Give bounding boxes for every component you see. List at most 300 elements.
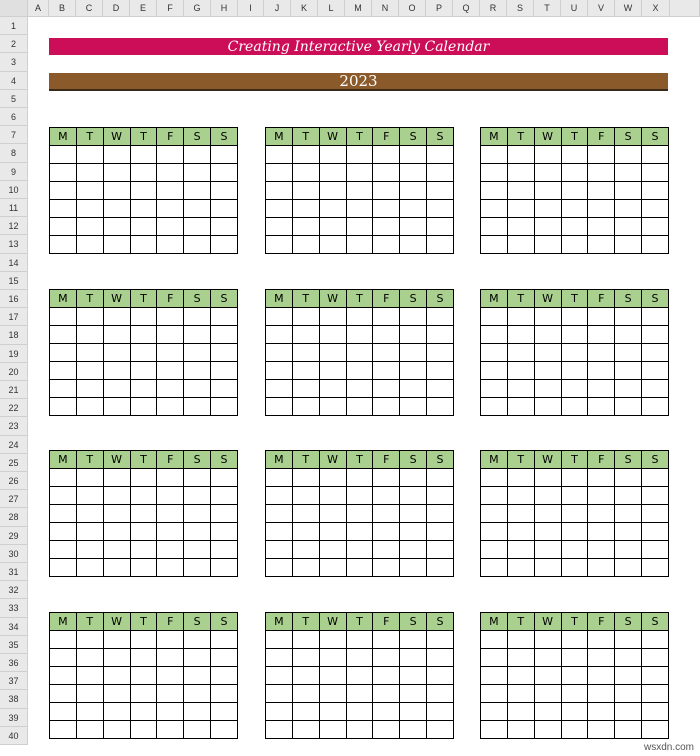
row-header-15[interactable]: 15 [0,272,28,290]
row-header-7[interactable]: 7 [0,126,28,144]
day-cell[interactable] [427,362,454,380]
day-cell[interactable] [427,523,454,541]
day-cell[interactable] [184,362,211,380]
day-cell[interactable] [534,380,561,398]
day-cell[interactable] [346,344,373,362]
day-cell[interactable] [373,146,400,164]
day-cell[interactable] [157,146,184,164]
day-cell[interactable] [481,164,508,182]
day-cell[interactable] [588,559,615,577]
day-cell[interactable] [184,398,211,416]
day-cell[interactable] [373,487,400,505]
day-cell[interactable] [642,146,669,164]
day-cell[interactable] [373,164,400,182]
weekday-header[interactable]: T [561,128,588,146]
weekday-header[interactable]: S [400,128,427,146]
day-cell[interactable] [292,146,319,164]
weekday-header[interactable]: T [130,613,157,631]
day-cell[interactable] [642,398,669,416]
day-cell[interactable] [373,362,400,380]
weekday-header[interactable]: T [130,128,157,146]
day-cell[interactable] [319,685,346,703]
day-cell[interactable] [400,146,427,164]
day-cell[interactable] [211,523,238,541]
day-cell[interactable] [157,523,184,541]
day-cell[interactable] [76,236,103,254]
column-header-a[interactable]: A [28,0,49,17]
day-cell[interactable] [346,146,373,164]
day-cell[interactable] [427,667,454,685]
weekday-header[interactable]: T [346,290,373,308]
day-cell[interactable] [211,559,238,577]
day-cell[interactable] [103,631,130,649]
day-cell[interactable] [266,505,293,523]
day-cell[interactable] [50,164,77,182]
day-cell[interactable] [642,631,669,649]
weekday-header[interactable]: T [292,290,319,308]
day-cell[interactable] [507,308,534,326]
day-cell[interactable] [507,344,534,362]
day-cell[interactable] [400,649,427,667]
weekday-header[interactable]: S [184,128,211,146]
day-cell[interactable] [588,164,615,182]
day-cell[interactable] [319,200,346,218]
day-cell[interactable] [642,362,669,380]
day-cell[interactable] [588,541,615,559]
day-cell[interactable] [130,218,157,236]
weekday-header[interactable]: T [130,451,157,469]
weekday-header[interactable]: T [346,451,373,469]
day-cell[interactable] [319,631,346,649]
row-header-27[interactable]: 27 [0,490,28,508]
weekday-header[interactable]: S [400,613,427,631]
day-cell[interactable] [130,362,157,380]
day-cell[interactable] [211,541,238,559]
column-header-t[interactable]: T [534,0,561,17]
day-cell[interactable] [266,236,293,254]
column-header-b[interactable]: B [49,0,76,17]
day-cell[interactable] [481,685,508,703]
day-cell[interactable] [157,398,184,416]
day-cell[interactable] [561,469,588,487]
weekday-header[interactable]: M [481,290,508,308]
day-cell[interactable] [211,146,238,164]
day-cell[interactable] [266,398,293,416]
day-cell[interactable] [588,362,615,380]
day-cell[interactable] [211,398,238,416]
day-cell[interactable] [184,146,211,164]
day-cell[interactable] [103,703,130,721]
day-cell[interactable] [507,164,534,182]
day-cell[interactable] [266,721,293,739]
day-cell[interactable] [588,685,615,703]
day-cell[interactable] [561,218,588,236]
day-cell[interactable] [400,398,427,416]
day-cell[interactable] [184,236,211,254]
weekday-header[interactable]: M [481,451,508,469]
day-cell[interactable] [642,721,669,739]
day-cell[interactable] [292,326,319,344]
day-cell[interactable] [588,326,615,344]
day-cell[interactable] [427,380,454,398]
day-cell[interactable] [130,236,157,254]
row-header-1[interactable]: 1 [0,17,28,35]
day-cell[interactable] [534,505,561,523]
day-cell[interactable] [319,469,346,487]
column-header-l[interactable]: L [318,0,345,17]
day-cell[interactable] [588,667,615,685]
day-cell[interactable] [507,559,534,577]
day-cell[interactable] [615,721,642,739]
day-cell[interactable] [50,380,77,398]
day-cell[interactable] [157,649,184,667]
day-cell[interactable] [103,649,130,667]
day-cell[interactable] [534,326,561,344]
day-cell[interactable] [507,703,534,721]
day-cell[interactable] [292,236,319,254]
day-cell[interactable] [50,236,77,254]
day-cell[interactable] [427,398,454,416]
weekday-header[interactable]: F [157,613,184,631]
weekday-header[interactable]: F [588,613,615,631]
day-cell[interactable] [615,685,642,703]
day-cell[interactable] [130,631,157,649]
day-cell[interactable] [481,308,508,326]
column-header-w[interactable]: W [615,0,642,17]
weekday-header[interactable]: T [507,128,534,146]
weekday-header[interactable]: T [76,451,103,469]
day-cell[interactable] [266,200,293,218]
column-header-m[interactable]: M [345,0,372,17]
day-cell[interactable] [561,559,588,577]
row-header-40[interactable]: 40 [0,727,28,745]
row-header-38[interactable]: 38 [0,690,28,709]
day-cell[interactable] [615,362,642,380]
day-cell[interactable] [319,649,346,667]
day-cell[interactable] [481,362,508,380]
day-cell[interactable] [507,541,534,559]
weekday-header[interactable]: S [642,128,669,146]
day-cell[interactable] [266,380,293,398]
weekday-header[interactable]: W [534,290,561,308]
day-cell[interactable] [400,685,427,703]
day-cell[interactable] [615,505,642,523]
day-cell[interactable] [588,649,615,667]
day-cell[interactable] [373,631,400,649]
day-cell[interactable] [157,505,184,523]
day-cell[interactable] [346,380,373,398]
day-cell[interactable] [130,380,157,398]
weekday-header[interactable]: S [184,613,211,631]
day-cell[interactable] [130,685,157,703]
day-cell[interactable] [292,631,319,649]
day-cell[interactable] [373,685,400,703]
day-cell[interactable] [266,344,293,362]
day-cell[interactable] [211,362,238,380]
day-cell[interactable] [103,380,130,398]
day-cell[interactable] [211,380,238,398]
day-cell[interactable] [184,631,211,649]
day-cell[interactable] [103,685,130,703]
day-cell[interactable] [50,326,77,344]
day-cell[interactable] [534,523,561,541]
day-cell[interactable] [266,164,293,182]
day-cell[interactable] [561,487,588,505]
weekday-header[interactable]: W [103,613,130,631]
day-cell[interactable] [561,685,588,703]
day-cell[interactable] [481,146,508,164]
day-cell[interactable] [130,721,157,739]
weekday-header[interactable]: W [319,613,346,631]
day-cell[interactable] [400,469,427,487]
day-cell[interactable] [157,469,184,487]
day-cell[interactable] [319,344,346,362]
day-cell[interactable] [561,308,588,326]
day-cell[interactable] [266,685,293,703]
weekday-header[interactable]: W [319,290,346,308]
day-cell[interactable] [157,200,184,218]
day-cell[interactable] [615,218,642,236]
day-cell[interactable] [615,308,642,326]
weekday-header[interactable]: T [346,613,373,631]
day-cell[interactable] [481,703,508,721]
day-cell[interactable] [157,164,184,182]
weekday-header[interactable]: T [507,451,534,469]
day-cell[interactable] [561,631,588,649]
day-cell[interactable] [130,541,157,559]
day-cell[interactable] [76,505,103,523]
weekday-header[interactable]: F [373,451,400,469]
weekday-header[interactable]: S [427,613,454,631]
day-cell[interactable] [184,344,211,362]
day-cell[interactable] [50,685,77,703]
column-header-n[interactable]: N [372,0,399,17]
day-cell[interactable] [50,703,77,721]
day-cell[interactable] [266,631,293,649]
day-cell[interactable] [615,146,642,164]
day-cell[interactable] [130,487,157,505]
day-cell[interactable] [103,236,130,254]
row-header-10[interactable]: 10 [0,181,28,199]
day-cell[interactable] [292,362,319,380]
day-cell[interactable] [615,487,642,505]
day-cell[interactable] [211,344,238,362]
day-cell[interactable] [588,487,615,505]
day-cell[interactable] [76,559,103,577]
day-cell[interactable] [481,236,508,254]
day-cell[interactable] [292,182,319,200]
column-header-k[interactable]: K [291,0,318,17]
day-cell[interactable] [642,380,669,398]
day-cell[interactable] [507,505,534,523]
day-cell[interactable] [642,326,669,344]
day-cell[interactable] [481,344,508,362]
day-cell[interactable] [184,703,211,721]
day-cell[interactable] [130,344,157,362]
day-cell[interactable] [427,326,454,344]
row-header-39[interactable]: 39 [0,709,28,727]
day-cell[interactable] [534,218,561,236]
day-cell[interactable] [588,631,615,649]
day-cell[interactable] [561,398,588,416]
weekday-header[interactable]: W [319,451,346,469]
day-cell[interactable] [103,326,130,344]
day-cell[interactable] [157,182,184,200]
weekday-header[interactable]: S [642,290,669,308]
day-cell[interactable] [427,703,454,721]
weekday-header[interactable]: F [157,128,184,146]
weekday-header[interactable]: T [130,290,157,308]
day-cell[interactable] [346,236,373,254]
row-header-37[interactable]: 37 [0,672,28,690]
day-cell[interactable] [373,667,400,685]
day-cell[interactable] [373,344,400,362]
day-cell[interactable] [157,667,184,685]
day-cell[interactable] [346,721,373,739]
day-cell[interactable] [346,182,373,200]
day-cell[interactable] [266,541,293,559]
weekday-header[interactable]: S [615,613,642,631]
day-cell[interactable] [319,523,346,541]
row-header-17[interactable]: 17 [0,308,28,326]
day-cell[interactable] [615,631,642,649]
column-header-d[interactable]: D [103,0,130,17]
day-cell[interactable] [319,218,346,236]
weekday-header[interactable]: M [50,613,77,631]
column-header-h[interactable]: H [211,0,238,17]
day-cell[interactable] [319,236,346,254]
day-cell[interactable] [507,362,534,380]
day-cell[interactable] [103,721,130,739]
day-cell[interactable] [50,398,77,416]
weekday-header[interactable]: W [103,451,130,469]
day-cell[interactable] [427,236,454,254]
day-cell[interactable] [561,541,588,559]
day-cell[interactable] [76,146,103,164]
day-cell[interactable] [292,559,319,577]
day-cell[interactable] [427,146,454,164]
day-cell[interactable] [103,344,130,362]
day-cell[interactable] [427,649,454,667]
day-cell[interactable] [292,344,319,362]
day-cell[interactable] [211,487,238,505]
day-cell[interactable] [400,344,427,362]
day-cell[interactable] [373,326,400,344]
day-cell[interactable] [588,523,615,541]
day-cell[interactable] [211,182,238,200]
row-header-3[interactable]: 3 [0,53,28,72]
day-cell[interactable] [481,559,508,577]
row-header-4[interactable]: 4 [0,72,28,90]
day-cell[interactable] [642,164,669,182]
day-cell[interactable] [534,398,561,416]
day-cell[interactable] [642,649,669,667]
day-cell[interactable] [184,541,211,559]
day-cell[interactable] [50,541,77,559]
day-cell[interactable] [211,164,238,182]
row-header-23[interactable]: 23 [0,417,28,436]
weekday-header[interactable]: T [292,451,319,469]
day-cell[interactable] [103,218,130,236]
day-cell[interactable] [346,398,373,416]
day-cell[interactable] [266,182,293,200]
day-cell[interactable] [373,505,400,523]
day-cell[interactable] [157,559,184,577]
day-cell[interactable] [481,200,508,218]
row-header-33[interactable]: 33 [0,599,28,618]
day-cell[interactable] [642,559,669,577]
day-cell[interactable] [76,469,103,487]
row-header-21[interactable]: 21 [0,381,28,399]
weekday-header[interactable]: F [588,290,615,308]
day-cell[interactable] [642,469,669,487]
weekday-header[interactable]: T [507,613,534,631]
weekday-header[interactable]: T [292,128,319,146]
day-cell[interactable] [103,164,130,182]
day-cell[interactable] [534,164,561,182]
day-cell[interactable] [346,667,373,685]
day-cell[interactable] [76,631,103,649]
day-cell[interactable] [481,380,508,398]
day-cell[interactable] [561,326,588,344]
day-cell[interactable] [184,559,211,577]
day-cell[interactable] [211,667,238,685]
day-cell[interactable] [50,218,77,236]
row-header-28[interactable]: 28 [0,508,28,527]
day-cell[interactable] [615,344,642,362]
day-cell[interactable] [507,487,534,505]
day-cell[interactable] [534,559,561,577]
column-header-c[interactable]: C [76,0,103,17]
day-cell[interactable] [266,469,293,487]
weekday-header[interactable]: M [50,451,77,469]
day-cell[interactable] [534,236,561,254]
day-cell[interactable] [561,236,588,254]
row-header-19[interactable]: 19 [0,345,28,363]
weekday-header[interactable]: S [642,613,669,631]
day-cell[interactable] [184,469,211,487]
day-cell[interactable] [266,362,293,380]
column-header-g[interactable]: G [184,0,211,17]
day-cell[interactable] [266,218,293,236]
day-cell[interactable] [76,218,103,236]
day-cell[interactable] [76,326,103,344]
day-cell[interactable] [427,505,454,523]
day-cell[interactable] [292,487,319,505]
row-header-13[interactable]: 13 [0,235,28,254]
day-cell[interactable] [50,721,77,739]
day-cell[interactable] [615,541,642,559]
day-cell[interactable] [642,200,669,218]
row-header-32[interactable]: 32 [0,581,28,599]
row-header-11[interactable]: 11 [0,199,28,217]
day-cell[interactable] [642,505,669,523]
day-cell[interactable] [346,559,373,577]
day-cell[interactable] [50,344,77,362]
day-cell[interactable] [642,218,669,236]
day-cell[interactable] [400,541,427,559]
day-cell[interactable] [346,631,373,649]
row-header-30[interactable]: 30 [0,545,28,563]
day-cell[interactable] [481,721,508,739]
day-cell[interactable] [427,469,454,487]
day-cell[interactable] [346,362,373,380]
weekday-header[interactable]: W [319,128,346,146]
day-cell[interactable] [561,182,588,200]
day-cell[interactable] [157,703,184,721]
weekday-header[interactable]: M [266,613,293,631]
weekday-header[interactable]: T [76,613,103,631]
